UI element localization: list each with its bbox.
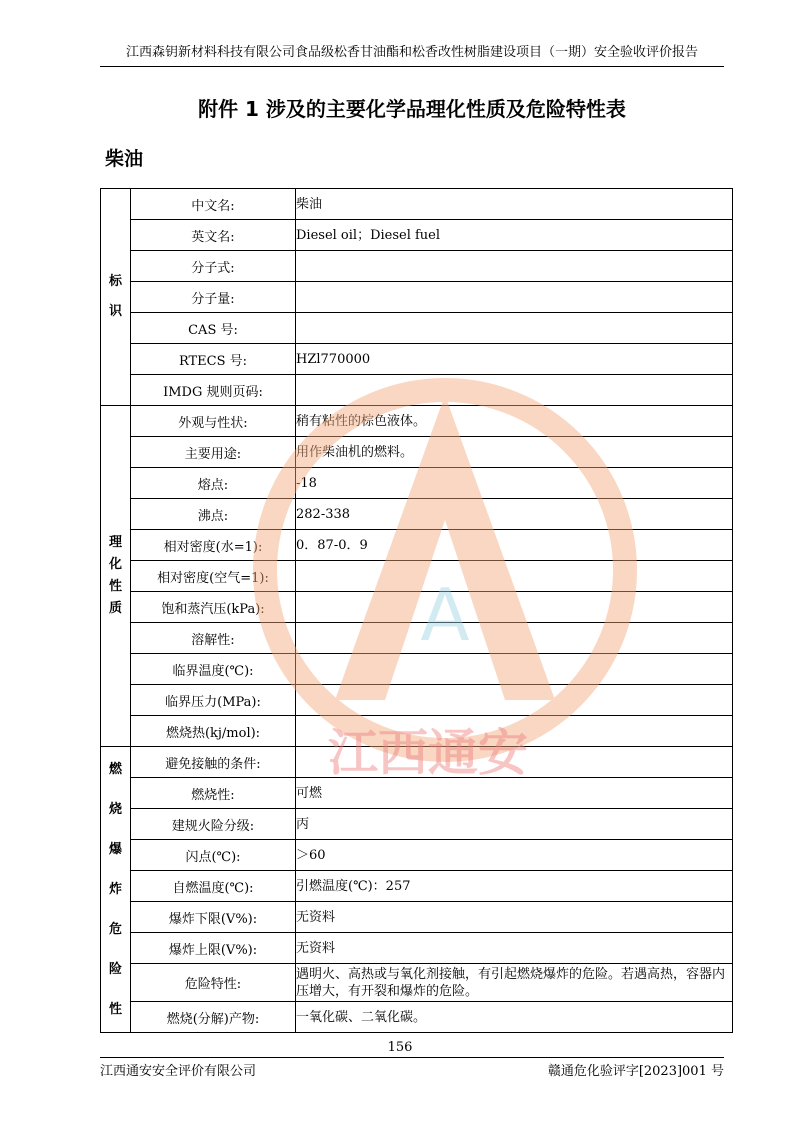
table-row	[101, 747, 733, 778]
property-value: 引燃温度(℃)：257	[296, 871, 733, 902]
table-row	[101, 933, 733, 964]
svg-text:A: A	[420, 573, 470, 657]
property-value: 一氧化碳、二氧化碳。	[296, 1002, 733, 1033]
property-value	[296, 685, 733, 716]
property-label: 分子量:	[131, 282, 296, 313]
property-label: 闪点(℃):	[131, 840, 296, 871]
property-value: -18	[296, 468, 733, 499]
table-row	[101, 778, 733, 809]
property-label: 爆炸上限(V%):	[131, 933, 296, 964]
section-label-text: 标识	[108, 274, 122, 319]
table-row	[101, 406, 733, 437]
properties-table-body	[101, 189, 733, 1033]
property-label: 相对密度(水=1):	[131, 530, 296, 561]
property-value	[296, 282, 733, 313]
property-value: 柴油	[296, 189, 733, 220]
property-value: 遇明火、高热或与氧化剂接触，有引起燃烧爆炸的危险。若遇高热，容器内压增大，有开裂和爆炸的危险。	[296, 964, 733, 1002]
property-label: 熔点:	[131, 468, 296, 499]
property-label: 临界压力(MPa):	[131, 685, 296, 716]
property-label: 中文名:	[131, 189, 296, 220]
table-row	[101, 251, 733, 282]
property-label: 燃烧性:	[131, 778, 296, 809]
property-value	[296, 561, 733, 592]
table-row	[101, 716, 733, 747]
footer-rule	[100, 1057, 724, 1058]
table-row	[101, 654, 733, 685]
page-number: 156	[387, 1040, 413, 1055]
property-value: ＞60	[296, 840, 733, 871]
table-row	[101, 282, 733, 313]
property-label: 沸点:	[131, 499, 296, 530]
table-row	[101, 220, 733, 251]
section-label	[101, 189, 131, 406]
table-row	[101, 437, 733, 468]
property-label: 饱和蒸汽压(kPa):	[131, 592, 296, 623]
property-value	[296, 747, 733, 778]
property-label: 建规火险分级:	[131, 809, 296, 840]
substance-name: 柴油	[105, 148, 144, 170]
table-row	[101, 1002, 733, 1033]
section-label-text: 燃烧爆炸危险性	[108, 761, 122, 1017]
table-row	[101, 468, 733, 499]
seal-text: 江西通安	[328, 724, 528, 782]
property-value	[296, 375, 733, 406]
table-row	[101, 561, 733, 592]
property-value	[296, 654, 733, 685]
page-header: 江西森钥新材料科技有限公司食品级松香甘油酯和松香改性树脂建设项目（一期）安全验收评价报告	[125, 45, 698, 60]
footer-company: 江西通安安全评价有限公司	[100, 1064, 257, 1079]
property-label: 外观与性状:	[131, 406, 296, 437]
table-row	[101, 623, 733, 654]
property-value	[296, 251, 733, 282]
table-row	[101, 902, 733, 933]
property-label: 分子式:	[131, 251, 296, 282]
section-label-text: 理化性质	[108, 535, 122, 616]
property-value	[296, 592, 733, 623]
properties-table	[100, 188, 733, 1033]
property-value	[296, 623, 733, 654]
table-row	[101, 189, 733, 220]
property-value	[296, 313, 733, 344]
property-label: 避免接触的条件:	[131, 747, 296, 778]
property-label: 燃烧热(kj/mol):	[131, 716, 296, 747]
property-label: RTECS 号:	[131, 344, 296, 375]
table-row	[101, 592, 733, 623]
property-value: 无资料	[296, 902, 733, 933]
property-label: 主要用途:	[131, 437, 296, 468]
table-row	[101, 685, 733, 716]
table-row	[101, 499, 733, 530]
property-label: 危险特性:	[131, 964, 296, 1002]
property-value: 稍有粘性的棕色液体。	[296, 406, 733, 437]
table-row	[101, 344, 733, 375]
section-label	[101, 747, 131, 1033]
footer-report-number: 赣通危化验评字[2023]001 号	[547, 1064, 724, 1079]
table-row	[101, 530, 733, 561]
property-value: HZl770000	[296, 344, 733, 375]
table-row	[101, 964, 733, 1002]
document-title: 附件 1 涉及的主要化学品理化性质及危险特性表	[198, 97, 626, 121]
table-row	[101, 871, 733, 902]
property-label: 爆炸下限(V%):	[131, 902, 296, 933]
table-row	[101, 809, 733, 840]
property-label: 相对密度(空气=1):	[131, 561, 296, 592]
property-value: 0．87-0．9	[296, 530, 733, 561]
table-row	[101, 840, 733, 871]
section-label	[101, 406, 131, 747]
property-label: 临界温度(℃):	[131, 654, 296, 685]
header-rule	[100, 66, 724, 67]
property-value: 可燃	[296, 778, 733, 809]
property-value	[296, 716, 733, 747]
property-label: 燃烧(分解)产物:	[131, 1002, 296, 1033]
table-row	[101, 313, 733, 344]
property-value: 282-338	[296, 499, 733, 530]
property-label: 溶解性:	[131, 623, 296, 654]
table-row	[101, 375, 733, 406]
property-value: Diesel oil；Diesel fuel	[296, 220, 733, 251]
property-value: 丙	[296, 809, 733, 840]
property-label: 自燃温度(℃):	[131, 871, 296, 902]
property-value: 无资料	[296, 933, 733, 964]
property-label: IMDG 规则页码:	[131, 375, 296, 406]
property-value: 用作柴油机的燃料。	[296, 437, 733, 468]
property-label: CAS 号:	[131, 313, 296, 344]
property-label: 英文名:	[131, 220, 296, 251]
